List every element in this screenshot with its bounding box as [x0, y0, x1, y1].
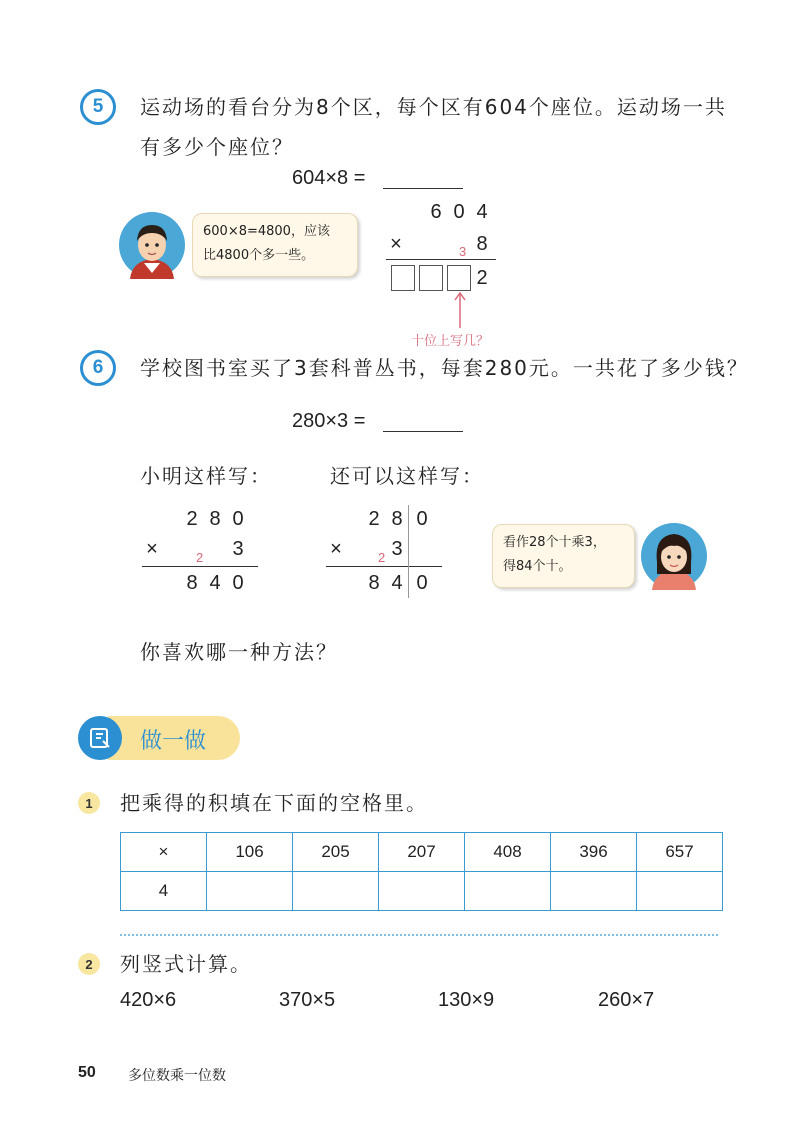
bubble-line: 比4800个多一些。 — [203, 248, 315, 263]
v5-top-digit: 4 — [476, 201, 488, 223]
m1-result-digit: 8 — [186, 572, 198, 594]
page-number: 50 — [78, 1064, 96, 1081]
boy-speech-bubble — [192, 213, 358, 277]
v5-answer-box[interactable] — [419, 265, 443, 291]
m1-top-digit: 8 — [209, 508, 221, 530]
m1-result-digit: 4 — [209, 572, 221, 594]
m2-top-digit: 2 — [368, 508, 380, 530]
exercise-2-text: 列竖式计算。 — [120, 952, 252, 976]
answer-cell[interactable] — [207, 872, 293, 911]
v5-result-digit: 2 — [476, 267, 488, 289]
question-5-text-line2: 有多少个座位？ — [140, 135, 294, 159]
m2-result-digit: 8 — [368, 572, 380, 594]
m1-multiplier: 3 — [232, 538, 244, 560]
m2-top-digit: 8 — [391, 508, 403, 530]
m2-rule-line — [326, 566, 442, 567]
hint-arrow-icon — [452, 290, 468, 330]
boy-avatar — [118, 211, 186, 279]
v5-multiplier: 8 — [476, 233, 488, 255]
question-6-text: 学校图书室买了3套科普丛书，每套280元。一共花了多少钱？ — [140, 356, 749, 380]
question-6-equation: 280×3 = — [292, 410, 366, 432]
m2-multiplier: 3 — [391, 538, 403, 560]
table-cell: 106 — [207, 833, 293, 872]
bubble-line: 看作28个十乘3， — [503, 535, 606, 550]
method2-label: 还可以这样写： — [330, 464, 484, 488]
m2-carry: 2 — [378, 550, 386, 565]
question-6-choice-question: 你喜欢哪一种方法？ — [140, 640, 338, 664]
m1-top-digit: 0 — [232, 508, 244, 530]
answer-cell[interactable] — [379, 872, 465, 911]
bubble-line: 600×8=4800，应该 — [203, 224, 330, 239]
m2-top-digit: 0 — [416, 508, 428, 530]
v5-rule-line — [386, 259, 496, 260]
method1-label: 小明这样写： — [140, 464, 272, 488]
section-title: 做一做 — [140, 729, 207, 754]
section-icon-badge — [78, 716, 122, 760]
v5-top-digit: 6 — [430, 201, 442, 223]
answer-cell[interactable] — [637, 872, 723, 911]
exercise-1-number: 1 — [78, 792, 100, 814]
bubble-line: 得84个十。 — [503, 559, 572, 574]
question-6-number: 6 — [80, 350, 116, 386]
exercise-1-text: 把乘得的积填在下面的空格里。 — [120, 791, 428, 815]
m1-result-digit: 0 — [232, 572, 244, 594]
m1-top-digit: 2 — [186, 508, 198, 530]
girl-avatar — [640, 522, 708, 590]
table-row — [121, 872, 723, 911]
exercise-2-problem: 130×9 — [438, 989, 495, 1011]
v5-top-digit: 0 — [453, 201, 465, 223]
v5-answer-box[interactable] — [447, 265, 471, 291]
v5-times-sign: × — [390, 233, 402, 255]
question-5-number: 5 — [80, 89, 116, 125]
girl-speech-bubble — [492, 524, 635, 588]
table-cell: 396 — [551, 833, 637, 872]
answer-cell[interactable] — [293, 872, 379, 911]
v5-carry: 3 — [459, 244, 467, 259]
m1-rule-line — [142, 566, 258, 567]
question-5-text-line1: 运动场的看台分为8个区，每个区有604个座位。运动场一共 — [140, 95, 727, 119]
question-5-equation: 604×8 = — [292, 167, 366, 189]
v5-answer-box[interactable] — [391, 265, 415, 291]
question-5-answer-blank[interactable] — [383, 188, 463, 189]
m2-separator-line — [408, 505, 409, 598]
table-cell: 4 — [121, 872, 207, 911]
question-6-answer-blank[interactable] — [383, 431, 463, 432]
dotted-divider — [120, 934, 718, 936]
exercise-2-problem: 420×6 — [120, 989, 177, 1011]
answer-cell[interactable] — [465, 872, 551, 911]
table-cell: 657 — [637, 833, 723, 872]
m2-result-digit: 0 — [416, 572, 428, 594]
footer-chapter-title: 多位数乘一位数 — [128, 1068, 226, 1084]
table-cell: 205 — [293, 833, 379, 872]
m2-times-sign: × — [330, 538, 342, 560]
exercise-2-problem: 260×7 — [598, 989, 655, 1011]
exercise-2-number: 2 — [78, 953, 100, 975]
exercise-2-problem: 370×5 — [279, 989, 336, 1011]
m2-result-digit: 4 — [391, 572, 403, 594]
table-cell: 408 — [465, 833, 551, 872]
table-cell: × — [121, 833, 207, 872]
table-cell: 207 — [379, 833, 465, 872]
answer-cell[interactable] — [551, 872, 637, 911]
v5-hint-text: 十位上写几？ — [411, 334, 490, 349]
table-header-row — [121, 833, 723, 872]
notebook-icon — [87, 725, 113, 751]
m1-times-sign: × — [146, 538, 158, 560]
multiplication-table — [120, 832, 723, 911]
m1-carry: 2 — [196, 550, 204, 565]
